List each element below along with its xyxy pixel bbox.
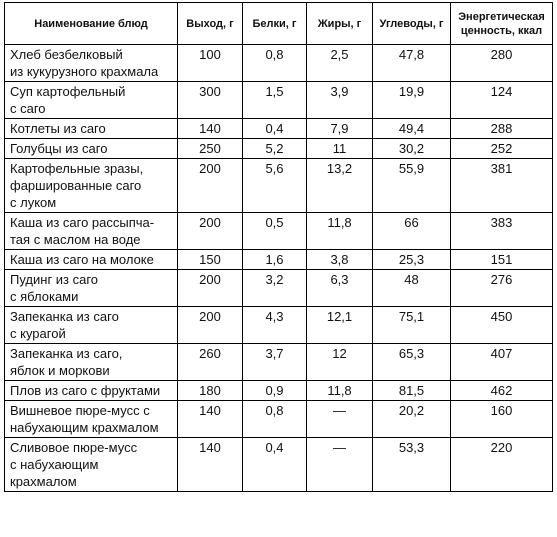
protein-cell: 4,3 <box>243 307 307 344</box>
energy-cell: 462 <box>451 381 553 401</box>
header-carbs: Углеводы, г <box>373 3 451 45</box>
energy-cell: 381 <box>451 159 553 213</box>
protein-cell: 0,4 <box>243 119 307 139</box>
dish-name-cell: Плов из саго с фруктами <box>5 381 178 401</box>
yield-cell: 250 <box>178 139 243 159</box>
energy-cell: 124 <box>451 82 553 119</box>
fat-cell: — <box>307 401 373 438</box>
carbs-cell: 48 <box>373 270 451 307</box>
dish-name-cell: Вишневое пюре-мусс с набухающим крахмалом <box>5 401 178 438</box>
header-fat: Жиры, г <box>307 3 373 45</box>
fat-cell: 6,3 <box>307 270 373 307</box>
protein-cell: 0,9 <box>243 381 307 401</box>
table-row <box>5 119 553 139</box>
yield-cell: 200 <box>178 307 243 344</box>
energy-cell: 220 <box>451 438 553 492</box>
energy-cell: 276 <box>451 270 553 307</box>
nutrition-table <box>4 2 553 492</box>
yield-cell: 200 <box>178 270 243 307</box>
fat-cell: 3,8 <box>307 250 373 270</box>
header-protein: Белки, г <box>243 3 307 45</box>
table-row <box>5 270 553 307</box>
carbs-cell: 19,9 <box>373 82 451 119</box>
dish-name-cell: Хлеб безбелковый из кукурузного крахмала <box>5 45 178 82</box>
header-yield: Выход, г <box>178 3 243 45</box>
carbs-cell: 75,1 <box>373 307 451 344</box>
table-row <box>5 213 553 250</box>
energy-cell: 383 <box>451 213 553 250</box>
dish-name-cell: Запеканка из саго с курагой <box>5 307 178 344</box>
energy-cell: 160 <box>451 401 553 438</box>
dish-name-cell: Пудинг из саго с яблоками <box>5 270 178 307</box>
table-row <box>5 381 553 401</box>
energy-cell: 252 <box>451 139 553 159</box>
protein-cell: 5,2 <box>243 139 307 159</box>
table-row <box>5 307 553 344</box>
carbs-cell: 53,3 <box>373 438 451 492</box>
protein-cell: 3,7 <box>243 344 307 381</box>
protein-cell: 1,6 <box>243 250 307 270</box>
header-energy: Энергетическая ценность, ккал <box>451 3 553 45</box>
table-row <box>5 438 553 492</box>
yield-cell: 300 <box>178 82 243 119</box>
fat-cell: 11,8 <box>307 213 373 250</box>
table-row <box>5 344 553 381</box>
protein-cell: 3,2 <box>243 270 307 307</box>
energy-cell: 280 <box>451 45 553 82</box>
dish-name-cell: Картофельные зразы, фаршированные саго с луком <box>5 159 178 213</box>
dish-name-cell: Голубцы из саго <box>5 139 178 159</box>
table-row <box>5 45 553 82</box>
yield-cell: 200 <box>178 213 243 250</box>
carbs-cell: 20,2 <box>373 401 451 438</box>
yield-cell: 200 <box>178 159 243 213</box>
yield-cell: 140 <box>178 401 243 438</box>
yield-cell: 150 <box>178 250 243 270</box>
dish-name-cell: Котлеты из саго <box>5 119 178 139</box>
fat-cell: — <box>307 438 373 492</box>
carbs-cell: 49,4 <box>373 119 451 139</box>
protein-cell: 0,4 <box>243 438 307 492</box>
yield-cell: 140 <box>178 119 243 139</box>
table-body <box>5 45 553 492</box>
carbs-cell: 55,9 <box>373 159 451 213</box>
dish-name-cell: Запеканка из саго, яблок и моркови <box>5 344 178 381</box>
yield-cell: 260 <box>178 344 243 381</box>
energy-cell: 450 <box>451 307 553 344</box>
yield-cell: 140 <box>178 438 243 492</box>
protein-cell: 0,8 <box>243 45 307 82</box>
protein-cell: 1,5 <box>243 82 307 119</box>
carbs-cell: 25,3 <box>373 250 451 270</box>
table-row <box>5 82 553 119</box>
carbs-cell: 47,8 <box>373 45 451 82</box>
energy-cell: 288 <box>451 119 553 139</box>
table-row <box>5 250 553 270</box>
energy-cell: 407 <box>451 344 553 381</box>
nutrition-table-container <box>4 2 553 492</box>
table-row <box>5 401 553 438</box>
fat-cell: 7,9 <box>307 119 373 139</box>
dish-name-cell: Каша из саго на молоке <box>5 250 178 270</box>
header-dish-name: Наименование блюд <box>5 3 178 45</box>
carbs-cell: 65,3 <box>373 344 451 381</box>
dish-name-cell: Сливовое пюре-мусс с набухающим крахмалом <box>5 438 178 492</box>
protein-cell: 0,8 <box>243 401 307 438</box>
fat-cell: 12 <box>307 344 373 381</box>
dish-name-cell: Каша из саго рассыпча- тая с маслом на воде <box>5 213 178 250</box>
fat-cell: 11 <box>307 139 373 159</box>
table-row <box>5 139 553 159</box>
protein-cell: 5,6 <box>243 159 307 213</box>
carbs-cell: 81,5 <box>373 381 451 401</box>
header-row <box>5 3 553 45</box>
table-row <box>5 159 553 213</box>
fat-cell: 11,8 <box>307 381 373 401</box>
carbs-cell: 30,2 <box>373 139 451 159</box>
carbs-cell: 66 <box>373 213 451 250</box>
fat-cell: 2,5 <box>307 45 373 82</box>
fat-cell: 12,1 <box>307 307 373 344</box>
energy-cell: 151 <box>451 250 553 270</box>
yield-cell: 180 <box>178 381 243 401</box>
dish-name-cell: Суп картофельный с саго <box>5 82 178 119</box>
fat-cell: 3,9 <box>307 82 373 119</box>
yield-cell: 100 <box>178 45 243 82</box>
protein-cell: 0,5 <box>243 213 307 250</box>
fat-cell: 13,2 <box>307 159 373 213</box>
